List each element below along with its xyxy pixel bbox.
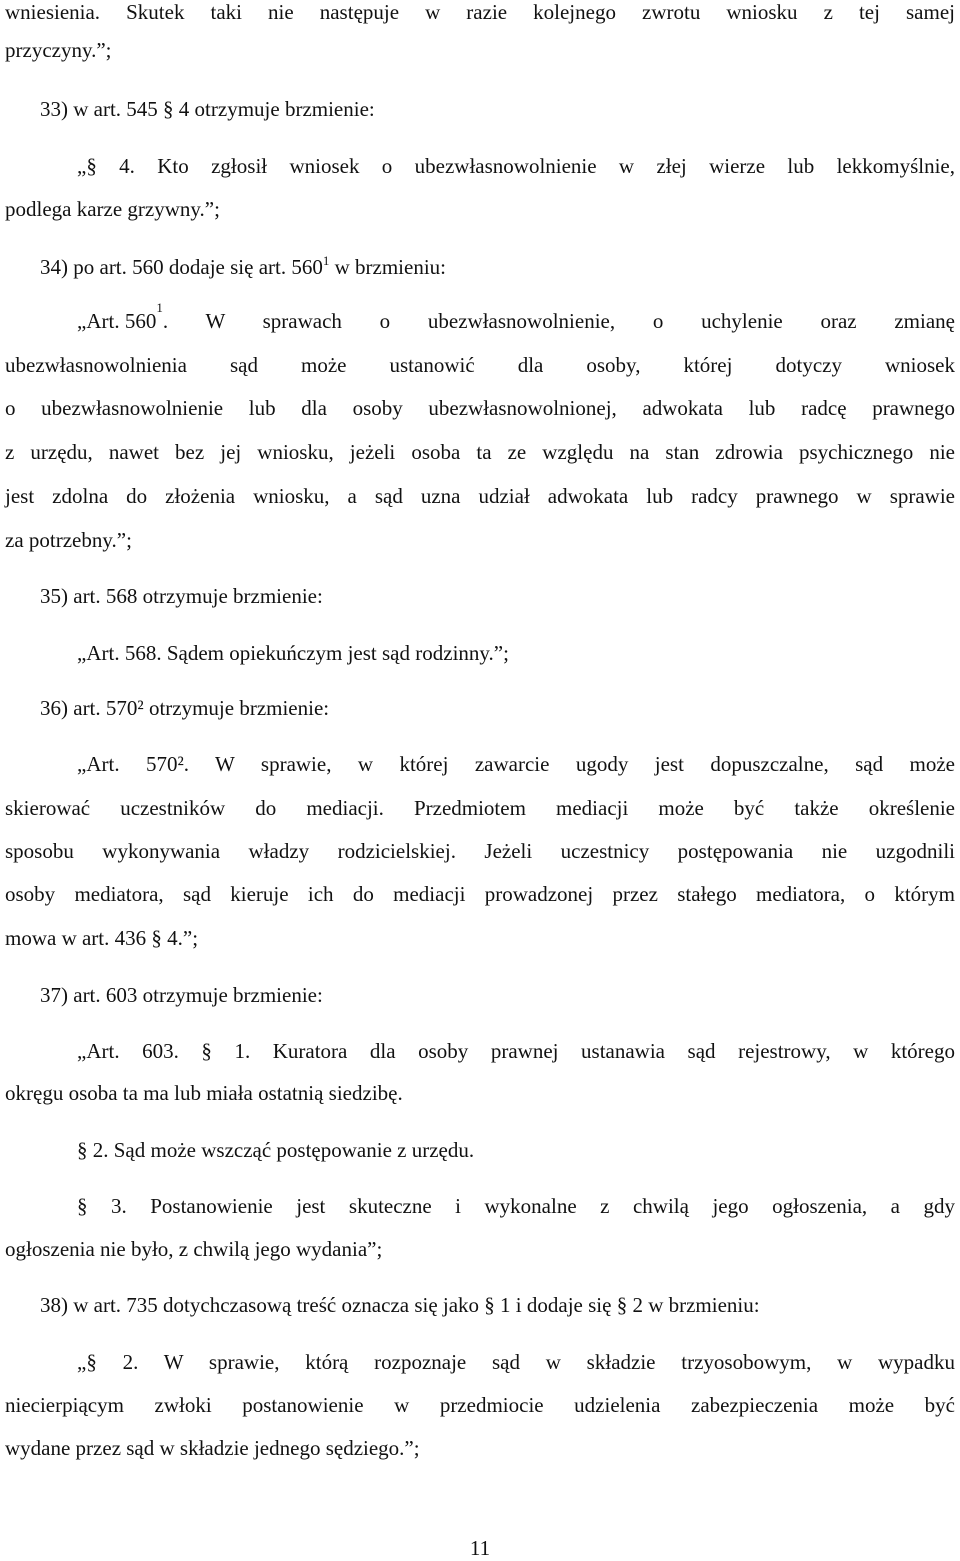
page-number: 11	[469, 1536, 491, 1560]
text-line: mowa w art. 436 § 4.”;	[5, 926, 199, 950]
text-segment: w brzmieniu:	[334, 255, 446, 279]
text-line: podlega karze grzywny.”;	[5, 197, 220, 221]
text-line: skierować uczestników do mediacji. Przedmiotem mediacji może być także określenie	[5, 796, 955, 820]
text-line: za potrzebny.”;	[5, 528, 132, 552]
list-item-36: 36) art. 570² otrzymuje brzmienie:	[40, 696, 330, 720]
list-item-38: 38) w art. 735 dotychczasową treść oznacza się jako § 1 i dodaje się § 2 w brzmieniu:	[40, 1293, 760, 1317]
text-line: ubezwłasnowolnienia sąd może ustanowić dla osoby, której dotyczy wniosek	[5, 353, 955, 377]
text-line: osoby mediatora, sąd kieruje ich do mediacji prowadzonej przez stałego mediatora, o którym	[5, 882, 955, 906]
quoted-text-line: „Art. 570². W sprawie, w której zawarcie ugody jest dopuszczalne, sąd może	[77, 752, 955, 776]
quoted-text-line: „Art. 568. Sądem opiekuńczym jest sąd rodzinny.”;	[77, 641, 509, 665]
text-line: okręgu osoba ta ma lub miała ostatnią siedzibę.	[5, 1081, 403, 1105]
text-line: niecierpiącym zwłoki postanowienie w przedmiocie udzielenia zabezpieczenia może być	[5, 1393, 955, 1417]
article-560-heading-line	[77, 300, 955, 334]
list-item-33: 33) w art. 545 § 4 otrzymuje brzmienie:	[40, 97, 375, 121]
superscript: 1	[322, 253, 330, 268]
quoted-text-line: „§ 4. Kto zgłosił wniosek o ubezwłasnowolnienie w złej wierze lub lekkomyślnie,	[77, 154, 955, 178]
quoted-text-line: „Art. 603. § 1. Kuratora dla osoby prawnej ustanawia sąd rejestrowy, w którego	[77, 1039, 955, 1063]
text-line: wniesienia. Skutek taki nie następuje w razie kolejnego zwrotu wniosku z tej samej	[5, 0, 955, 24]
list-item-34	[40, 254, 960, 280]
text-line: sposobu wykonywania władzy rodzicielskiej. Jeżeli uczestnicy postępowania nie uzgodnili	[5, 839, 955, 863]
superscript: 1	[156, 300, 163, 315]
paragraph-line: § 3. Postanowienie jest skuteczne i wykonalne z chwilą jego ogłoszenia, a gdy	[77, 1194, 955, 1218]
list-item-35: 35) art. 568 otrzymuje brzmienie:	[40, 584, 323, 608]
text-line: ogłoszenia nie było, z chwilą jego wydania”;	[5, 1237, 383, 1261]
text-line: z urzędu, nawet bez jej wniosku, jeżeli osoba ta ze względu na stan zdrowia psychicznego nie	[5, 440, 955, 464]
quoted-text-line: „§ 2. W sprawie, którą rozpoznaje sąd w składzie trzyosobowym, w wypadku	[77, 1350, 955, 1374]
text-line: wydane przez sąd w składzie jednego sędziego.”;	[5, 1436, 420, 1460]
text-segment: 34) po art. 560 dodaje się art. 560	[40, 255, 323, 279]
article-label: „Art. 560	[77, 309, 157, 333]
list-item-37: 37) art. 603 otrzymuje brzmienie:	[40, 983, 323, 1007]
paragraph-line: § 2. Sąd może wszcząć postępowanie z urzędu.	[77, 1138, 475, 1162]
text-line: o ubezwłasnowolnienie lub dla osoby ubezwłasnowolnionej, adwokata lub radcę prawnego	[5, 396, 955, 420]
text-line: przyczyny.”;	[5, 38, 112, 62]
text-line: jest zdolna do złożenia wniosku, a sąd uzna udział adwokata lub radcy prawnego w sprawie	[5, 484, 955, 508]
text-segment: . W sprawach o ubezwłasnowolnienie, o uchylenie oraz zmianę	[162, 309, 955, 333]
